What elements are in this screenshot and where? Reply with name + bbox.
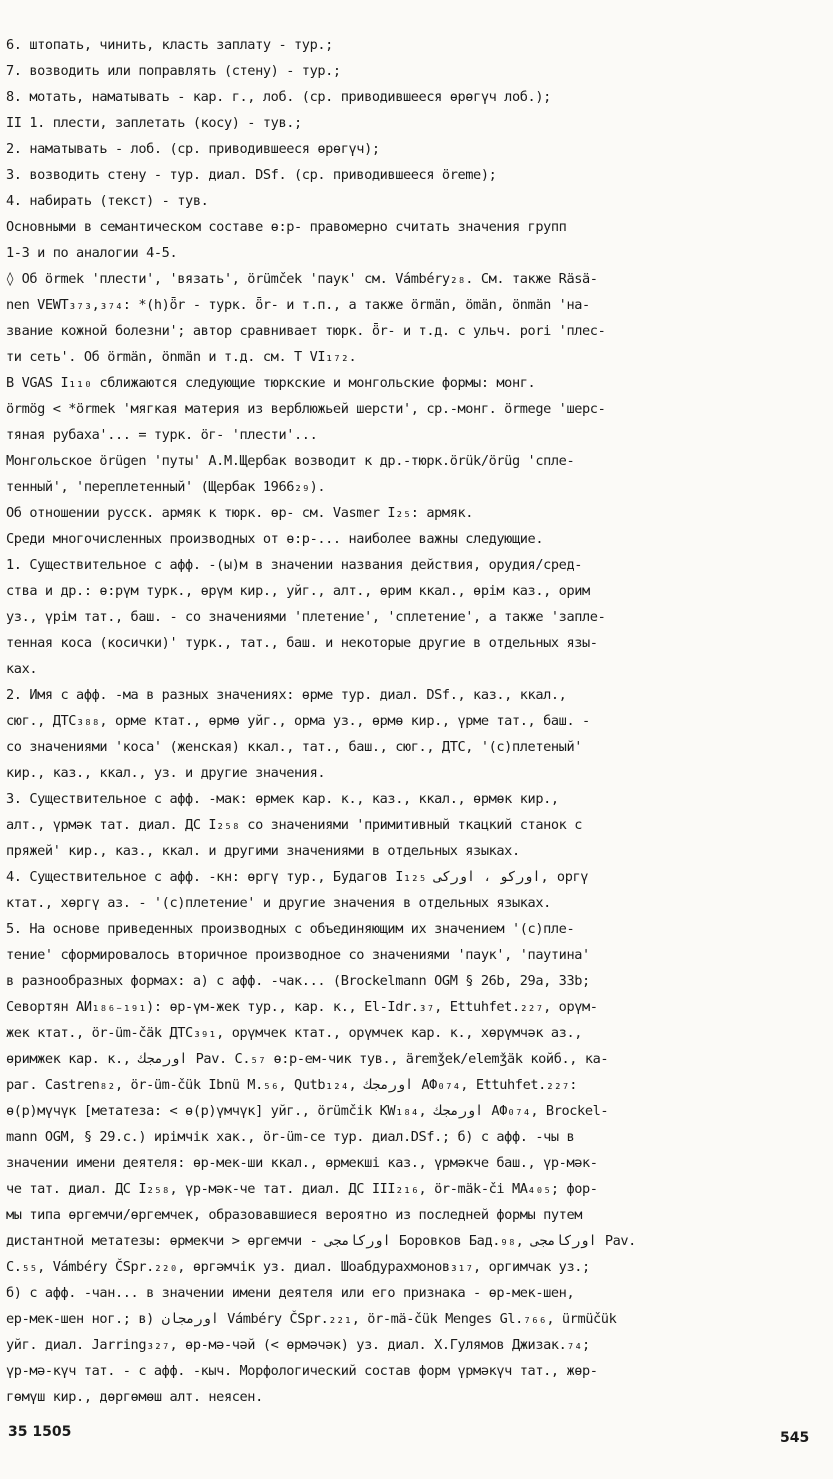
print-code: 35 1505 <box>8 1424 72 1440</box>
text-line: В VGAS I₁₁₀ сближаются следующие тюркские и монгольские формы: монг. <box>6 375 536 391</box>
page-number: 545 <box>780 1430 810 1446</box>
text-line: уз., үрім тат., баш. - со значениями 'плетение', 'сплетение', а также 'запле- <box>6 609 606 625</box>
text-line: 1. Существительное с афф. -(ы)м в значении названия действия, орудия/сред- <box>6 557 583 573</box>
text-line: nen VEWT₃₇₃,₃₇₄: *(h)ȫr - турк. ȫr- и т.п., а также örmän, ömän, önmän 'на- <box>6 297 590 313</box>
text-line: звание кожной болезни'; автор сравнивает тюрк. ȫr- и т.д. с ульч. pori 'плес- <box>6 323 606 339</box>
text-line: тенная коса (косички)' турк., тат., баш. и некоторые другие в отдельных язы- <box>6 635 598 651</box>
text-line: б) с афф. -чан... в значении имени деятеля или его признака - өр-мек-шен, <box>6 1285 575 1301</box>
text-line: mann OGM, § 29.c.) ирімчік хак., ör-üm-ce тур. диал.DSf.; б) с афф. -чы в <box>6 1129 575 1145</box>
text-line: 6. штопать, чинить, класть заплату - тур.; <box>6 37 333 53</box>
text-line: ства и др.: ө:рүм турк., өрүм кир., уйг., алт., өрим ккал., өрім каз., орим <box>6 583 590 599</box>
text-line: örmög < *örmek 'мягкая материя из верблюжьей шерсти', ср.-монг. örmege 'шерс- <box>6 401 606 417</box>
text-line: гөмүш кир., дөргөмөш алт. неясен. <box>6 1389 263 1405</box>
text-line: Среди многочисленных производных от ө:р-... наиболее важны следующие. <box>6 531 544 547</box>
document-text <box>6 32 824 1410</box>
text-line: ках. <box>6 661 38 677</box>
text-line: жек ктат., ör-üm-čäk ДТС₃₉₁, орүмчек ктат., орүмчек кар. к., хөрүмчәк аз., <box>6 1025 583 1041</box>
text-line: 3. Существительное с афф. -мак: өрмек кар. к., каз., ккал., өрмөк кир., <box>6 791 559 807</box>
text-line: 7. возводить или поправлять (стену) - тур.; <box>6 63 341 79</box>
text-line: Севортян АИ₁₈₆₋₁₉₁): өр-үм-жек тур., кар. к., El-Idr.₃₇, Ettuhfet.₂₂₇, орүм- <box>6 999 598 1015</box>
text-line: алт., үрмәк тат. диал. ДС I₂₅₈ со значениями 'примитивный ткацкий станок с <box>6 817 583 833</box>
text-line: 1-3 и по аналогии 4-5. <box>6 245 178 261</box>
text-line: че тат. диал. ДС I₂₅₈, үр-мәк-че тат. диал. ДС III₂₁₆, ör-mäk-či MA₄₀₅; фор- <box>6 1181 598 1197</box>
text-line: ө(р)мүчүк [метатеза: < ө(р)үмчүк] уйг., örümčik KW₁₈₄, اورمجك АФ₀₇₄, Brockel- <box>6 1103 609 1119</box>
text-line: өримжек кар. к., اورمجك Pav. C.₅₇ ө:р-ем-чик тув., ärеmǯek/elemǯäk койб., ка- <box>6 1051 609 1067</box>
text-line: Монгольское örügen 'путы' А.М.Щербак возводит к др.-тюрк.örük/örüg 'спле- <box>6 453 575 469</box>
text-line: ер-мек-шен ног.; в) اورمجان Vámbéry ČSpr.₂₂₁, ör-mä-čük Menges Gl.₇₆₆, ürmüčük <box>6 1311 617 1327</box>
text-line: в разнообразных формах: а) с афф. -чак... (Brockelmann OGM § 26b, 29a, 33b; <box>6 973 590 989</box>
text-line: үр-мә-күч тат. - с афф. -кыч. Морфологический состав форм үрмәкүч тат., жөр- <box>6 1363 598 1379</box>
text-line: 5. На основе приведенных производных с объединяющим их значением '(с)пле- <box>6 921 575 937</box>
text-line: ◊ Об örmek 'плести', 'вязать', örümček 'паук' см. Vámbéry₂₈. См. также Räsä- <box>6 271 598 287</box>
text-line: тение' сформировалось вторичное производное со значениями 'паук', 'паутина' <box>6 947 590 963</box>
text-line: сюг., ДТС₃₈₈, орме ктат., өрмө уйг., орма уз., өрмө кир., үрме тат., баш. - <box>6 713 590 729</box>
text-line: 3. возводить стену - тур. диал. DSf. (ср. приводившееся öreme); <box>6 167 497 183</box>
text-line: C.₅₅, Vámbéry ČSpr.₂₂₀, өргәмчік уз. диал. Шоабдурахмонов₃₁₇, оргимчак уз.; <box>6 1259 590 1275</box>
text-line: пряжей' кир., каз., ккал. и другими значениями в отдельных языках. <box>6 843 520 859</box>
text-line: Об отношении русск. армяк к тюрк. өр- см. Vasmer I₂₅: армяк. <box>6 505 474 521</box>
text-line: ктат., хөргү аз. - '(с)плетение' и другие значения в отдельных языках. <box>6 895 551 911</box>
text-line: 4. набирать (текст) - тув. <box>6 193 209 209</box>
text-line: ти сеть'. Об örmän, önmän и т.д. см. Т VI₁₇₂. <box>6 349 357 365</box>
text-line: уйг. диал. Jarring₃₂₇, өр-мә-чәй (< өрмәчәк) уз. диал. Х.Гулямов Джизак.₇₄; <box>6 1337 590 1353</box>
text-line: Основными в семантическом составе ө:р- правомерно считать значения групп <box>6 219 567 235</box>
text-line: тяная рубаха'... = турк. öг- 'плести'... <box>6 427 318 443</box>
text-line: 4. Существительное с афф. -кн: өргү тур., Будагов I₁₂₅ اورکو ، اورکی, оргү <box>6 869 589 885</box>
text-line: раг. Castren₈₂, ör-üm-čük Ibnü M.₅₆, Qutb₁₂₄, اورمجك АФ₀₇₄, Ettuhfet.₂₂₇: <box>6 1077 578 1093</box>
text-line: 2. наматывать - лоб. (ср. приводившееся өрөгүч); <box>6 141 380 157</box>
text-line: мы типа өргемчи/өргемчек, образовавшиеся вероятно из последней формы путем <box>6 1207 583 1223</box>
text-line: тенный', 'переплетенный' (Щербак 1966₂₉). <box>6 479 326 495</box>
text-line: кир., каз., ккал., уз. и другие значения. <box>6 765 326 781</box>
text-line: значении имени деятеля: өр-мек-ши ккал., өрмекші каз., үрмәкче баш., үр-мәк- <box>6 1155 598 1171</box>
text-line: 2. Имя с афф. -ма в разных значениях: өрме тур. диал. DSf., каз., ккал., <box>6 687 567 703</box>
text-line: дистантной метатезы: өрмекчи > өргемчи - اورکامجی Боровков Бад.₉₈, اورکامجی Pav. <box>6 1233 636 1249</box>
text-line: 8. мотать, наматывать - кар. г., лоб. (ср. приводившееся өрөгүч лоб.); <box>6 89 551 105</box>
text-line: со значениями 'коса' (женская) ккал., тат., баш., сюг., ДТС, '(с)плетеный' <box>6 739 583 755</box>
text-line: II 1. плести, заплетать (косу) - тув.; <box>6 115 302 131</box>
